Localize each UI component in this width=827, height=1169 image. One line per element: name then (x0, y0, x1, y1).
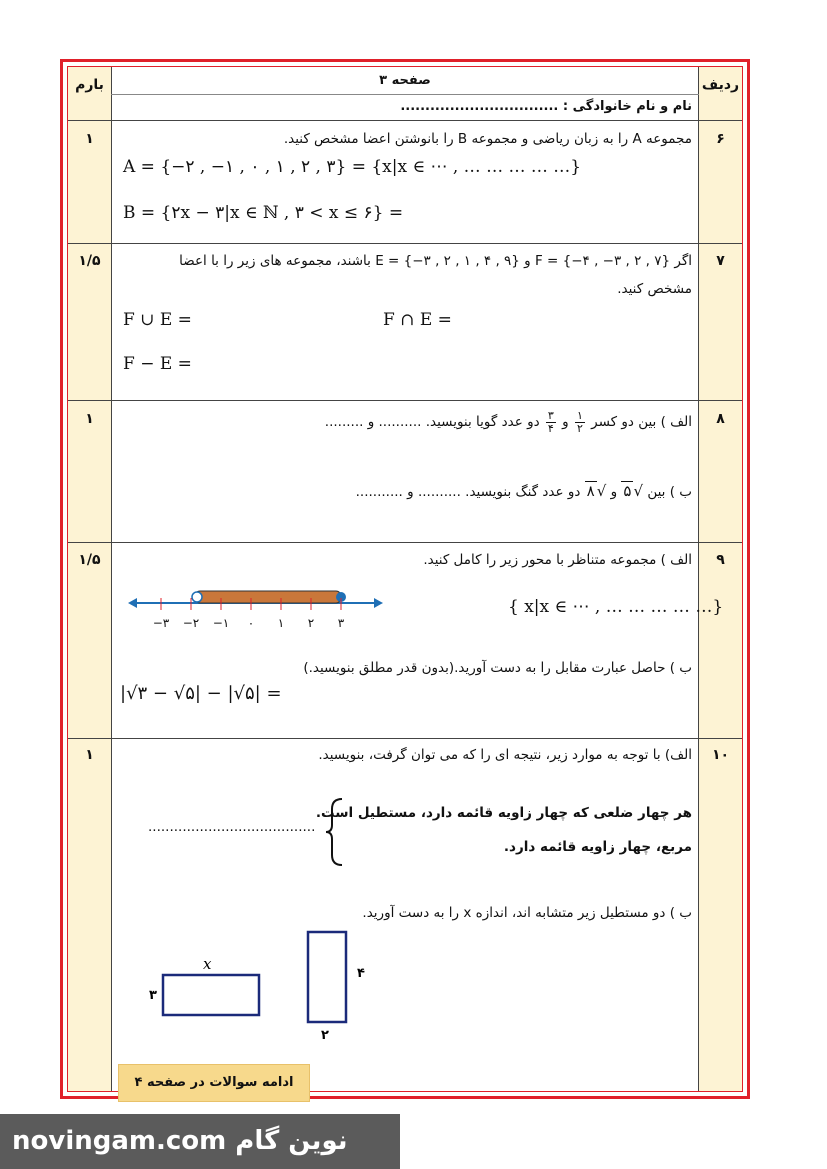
rectangle-2 (308, 932, 346, 1022)
question-text (356, 482, 692, 500)
question-text: الف ) بین دو کسر (591, 414, 692, 430)
question-text: دو عدد گویا بنویسید. .......... و ......... (324, 414, 540, 430)
premise: مربع، چهار زاویه قائمه دارد. (503, 839, 692, 855)
denominator: ۲ (576, 421, 583, 435)
page-frame (60, 59, 750, 1099)
tick-label: ۲ (307, 616, 315, 630)
row-divider (68, 243, 742, 244)
header-divider (111, 94, 699, 95)
conjunction: و (562, 414, 569, 430)
score-header: بارم (75, 77, 104, 93)
question-text: مجموعه A را به زبان ریاضی و مجموعه B را بانوشتن اعضا مشخص کنید. (283, 131, 692, 147)
tick-label: ۰ (247, 616, 255, 630)
tick-label: −۲ (182, 616, 200, 630)
question-text: دو عدد گنگ بنویسید. .......... و ........... (355, 484, 581, 500)
conjunction: و (610, 484, 618, 500)
continue-banner: ادامه سوالات در صفحه ۴ (118, 1064, 310, 1102)
row-column (698, 67, 742, 1091)
question-text: الف) با توجه به موارد زیر، نتیجه ای را که می توان گرفت، بنویسید. (318, 747, 692, 763)
math-expression: B = {۲x − ۳|x ∈ ℕ , ۳ < x ≤ ۶} = (123, 203, 404, 223)
set-expression: { x|x ∈ ⋯ , … … … … …} (508, 597, 724, 617)
square-root: √۸ (586, 482, 607, 500)
rect1-side-label: ۳ (149, 988, 157, 1003)
fraction (575, 410, 585, 435)
row-divider (68, 400, 742, 401)
numerator: ۳ (547, 408, 554, 422)
rect2-side-label: ۴ (357, 966, 365, 981)
row-divider (68, 120, 742, 121)
page-title: صفحه ۳ (379, 73, 431, 88)
premise: هر چهار ضلعی که چهار زاویه قائمه دارد، مستطیل است. (315, 805, 692, 821)
answer-line: ....................................... (148, 819, 316, 835)
question-text: ب ) دو مستطیل زیر متشابه اند، اندازه x را به دست آورید. (362, 905, 692, 921)
tick-label: −۳ (152, 616, 170, 630)
question-number: ۸ (716, 411, 725, 427)
math-expression: |√۳ − √۵| − |√۵| = (120, 683, 282, 704)
tick-labels (153, 616, 345, 630)
question-number: ۷ (716, 253, 725, 269)
question-text: اگر F = {−۴ , −۳ , ۲ , ۷} و E = {−۳ , ۲ , ۱ , ۴ , ۹} باشند، مجموعه های زیر را با اعضا (179, 253, 692, 269)
table (67, 66, 743, 1092)
rect1-top-label: x (203, 955, 212, 973)
brace-icon (326, 797, 346, 867)
math-expression: F − E = (123, 354, 192, 374)
tick-label: −۱ (212, 616, 230, 630)
question-text: مشخص کنید. (617, 281, 692, 297)
rectangles-diagram (143, 927, 383, 1047)
score-column (68, 67, 112, 1091)
math-expression: A = {−۲ , −۱ , ۰ , ۱ , ۲ , ۳} = {x|x ∈ ⋯ , … … … … …} (123, 157, 582, 177)
question-score: ۱ (85, 747, 94, 763)
question-score: ۱/۵ (78, 253, 101, 269)
question-text: ب ) بین (647, 484, 692, 500)
row-header: ردیف (701, 77, 740, 93)
question-number: ۶ (716, 131, 725, 147)
arrow-left-icon (128, 598, 137, 608)
watermark: novingam.com نوین گام (0, 1114, 400, 1169)
question-score: ۱ (85, 411, 94, 427)
question-number: ۱۰ (711, 747, 730, 763)
tick-label: ۱ (277, 616, 285, 630)
radicand: ۵ (623, 482, 632, 500)
numerator: ۱ (576, 408, 583, 422)
question-score: ۱/۵ (78, 552, 101, 568)
arrow-right-icon (374, 598, 383, 608)
math-expression: F ∩ E = (383, 310, 452, 330)
question-score: ۱ (85, 131, 94, 147)
highlight-band (195, 591, 341, 603)
number-line (128, 577, 388, 637)
name-field: نام و نام خانوادگی : ................................ (400, 99, 692, 114)
question-text: الف ) مجموعه متناظر با محور زیر را کامل کنید. (423, 552, 692, 568)
radicand: ۸ (586, 482, 595, 500)
math-expression: F ∪ E = (123, 310, 192, 330)
open-point (192, 592, 202, 602)
rect2-bottom-label: ۲ (321, 1028, 329, 1043)
square-root: √۵ (623, 482, 644, 500)
row-divider (68, 738, 742, 739)
question-text (325, 407, 692, 437)
denominator: ۴ (547, 421, 554, 435)
row-divider (68, 542, 742, 543)
question-text: ب ) حاصل عبارت مقابل را به دست آورید.(بدون قدر مطلق بنویسید.) (303, 660, 692, 676)
tick-label: ۳ (337, 616, 345, 630)
rectangle-1 (163, 975, 259, 1015)
question-number: ۹ (716, 552, 725, 568)
fraction (546, 410, 556, 435)
